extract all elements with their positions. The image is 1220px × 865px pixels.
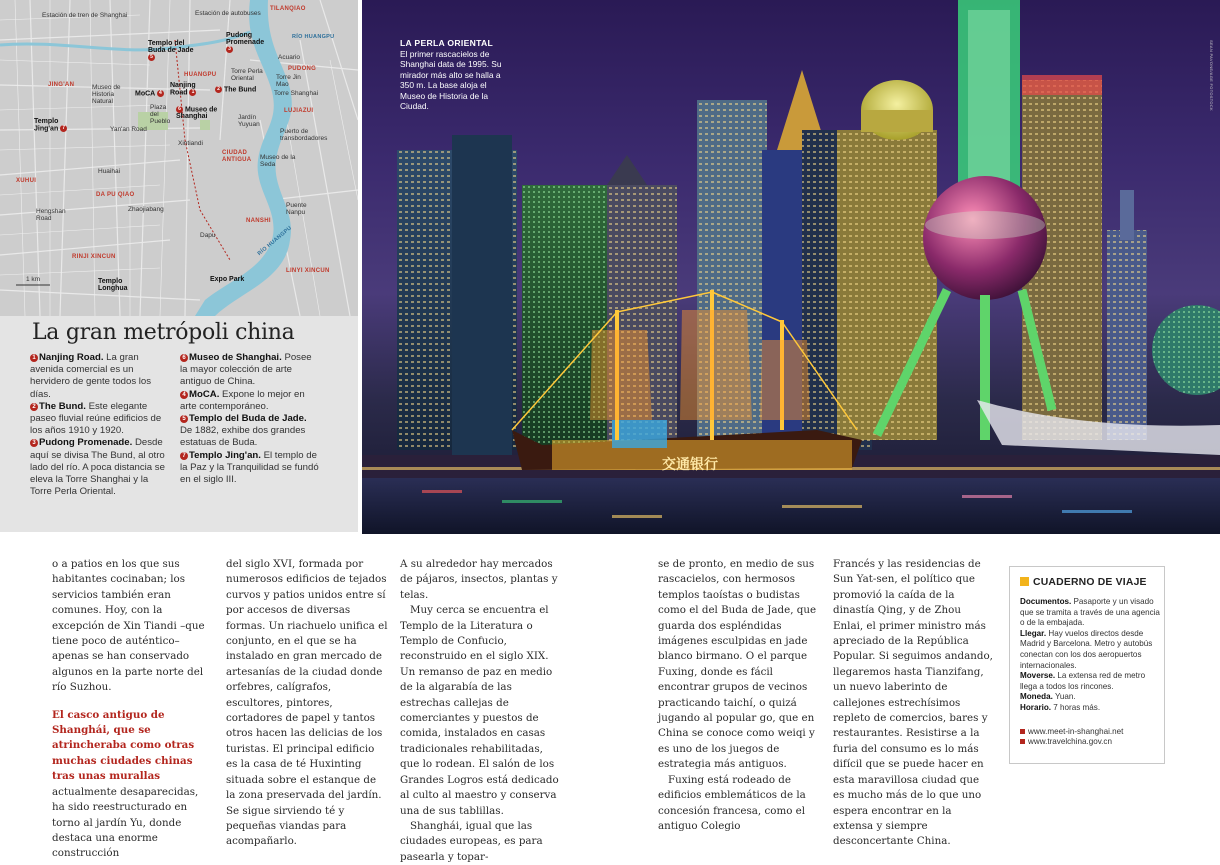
paragraph: del siglo XVI, formada por numerosos edificios de tejados curvos y patios unidos entre sí por accesos de diversas formas. Un riachuelo unifica el conjunto, en el que se ha instalado en gran mercado de artesanías de la ciudad donde orfebres, calígrafos, escultores, pintores, cortadores de papel y tantos otros hacen las delicias de los turistas. El principal edificio es la casa de té Huxinting situada sobre el estanque de la zona preservada del jardín. Se sigue sirviendo té y pequeñas viandas para acompañarlo. [226,558,388,848]
map-label-shanghai-museum: 6 Museo de Shanghai [176,106,218,121]
district-xuhui: XUHUI [16,178,37,184]
district-rinji-xincun: RINJI XINCUN [72,254,116,260]
paragraph: A su alrededor hay mercados de pájaros, insectos, plantas y telas. [400,558,558,601]
map-label-nanjing-road: Nanjing Road 1 [170,82,196,97]
highlight-text: El casco antiguo de Shanghái, que se atrincheraba como otras muchas ciudades chinas tras unas murallas [52,708,195,783]
notebook-title: CUADERNO DE VIAJE [1020,577,1147,589]
map-label-expo-park: Expo Park [210,276,245,283]
notebook-item: Moverse. La extensa red de metro llega a todos los rincones. [1020,671,1146,691]
legend-item: 4 MoCA. Expone lo mejor en arte contemporáneo. [180,388,305,412]
river-label-huangpu-2: RÍO HUANGPU [256,225,294,258]
notebook-item: Horario. 7 horas más. [1020,702,1101,712]
legend-title: La gran metrópoli china [32,320,295,345]
map-label-jade-buddha: Templo del Buda de Jade 5 [148,40,194,60]
district-dapuqiao: DA PU QIAO [96,192,135,198]
map-label-ferry-port: Puerto de transbordadores [280,128,328,142]
map-label-nanpu-bridge: Puente Nanpu [286,202,307,216]
map-label-yuyuan: Jardín Yuyuan [238,114,260,128]
photo-caption [400,38,508,112]
legend-item: 7 Templo Jing'an. El templo de la Paz y la Tranquilidad se fundó en el siglo III. [180,449,319,486]
notebook-body [1020,597,1160,748]
district-lujiazui: LUJIAZUI [284,108,314,114]
boat-sign: 交通银行 [662,457,718,473]
link-meet-in-shanghai[interactable]: www.meet-in-shanghai.net [1020,727,1160,738]
caption-text: El primer rascacielos de Shanghai data de 1995. Su mirador más alto se halla a 350 m. La base aloja el Museo de Historia de la Ciudad. [400,48,502,111]
travel-notebook-box [1009,566,1165,764]
map-label-huaihai: Huaihai [98,168,121,175]
paragraph: Muy cerca se encuentra el Templo de la Literatura o Templo de Confucio, reconstruido en el siglo XIX. Un remanso de paz en medio de la algarabía de las estrechas callejas de comerciantes y puestos de comida, instalados en casas tradicionales rehabilitadas, que lo rodean. El salón de los Grandes Logros está dedicado al culto al maestro y conserva una de sus tablillas. [400,604,559,817]
map-label-pearl-tower: Torre Perla Oriental [231,68,263,82]
district-huangpu: HUANGPU [184,72,217,78]
bullet-icon [1020,729,1025,734]
paragraph: El casco antiguo de Shanghái, que se atrincheraba como otras muchas ciudades chinas tras unas murallas actualmente desaparecidas, ha sido reestructurado en torno al jardín Yu, donde destaca una enorme construcción [52,708,199,860]
map-label-jingan-temple: Templo Jing'an 7 [34,118,78,132]
map-label-dapu: Dapu [200,232,216,239]
square-icon [1020,577,1029,586]
caption-title: LA PERLA ORIENTAL [400,38,494,48]
legend-item: 5 Templo del Buda de Jade. De 1882, exhibe dos grandes estatuas de Buda. [180,413,307,449]
map-label-yanan-road: Yan'an Road [110,126,147,133]
legend-item: 1 Nanjing Road. La gran avenida comercial es un hervidero de gente todos los días. [30,352,152,400]
map-label-xintiandi: Xintiandi [178,140,203,147]
paragraph: Fuxing está rodeado de edificios emblemáticos de la concesión francesa, como el antiguo Colegio [658,773,806,832]
article-column-4 [658,557,818,834]
paragraph: Francés y las residencias de Sun Yat-sen, el político que promovió la caída de la dinastía Qing, y de Zhou Enlai, el primer ministro más apreciado de la República Popular. Si seguimos andando, llegaremos hasta Tianzifang, un nuevo laberinto de callejones estrechísimos repleto de comercios, bares y restaurantes. Resistirse a la furia del consumo es lo más difícil que se puede hacer en esta maravillosa ciudad que es mucho más de lo que uno espera encontrar en la extensa y siempre desconcertante China. [833,558,993,848]
river-label-huangpu: RÍO HUANGPU [292,34,335,40]
legend-column-left [30,352,168,498]
article-column-2 [226,557,388,850]
notebook-item: Moneda. Yuan. [1020,692,1076,702]
article-column-1 [52,557,210,862]
map-label-bus-station: Estación de autobuses [195,10,261,17]
legend-box [0,316,358,532]
article-column-3 [400,557,560,865]
article-column-5 [833,557,993,850]
map-label-zhaojiabang: Zhaojiabang [128,206,164,213]
map-label-jin-mao: Torre Jin Mao [276,74,301,88]
district-jingan: JING'AN [48,82,75,88]
bullet-icon [1020,739,1025,744]
map-label-hengshan-road: Hengshan Road [36,208,66,222]
legend-column-right [180,352,320,486]
skyline-photo [362,0,1220,534]
paragraph: se de pronto, en medio de sus rascacielos, con hermosos templos taoístas o budistas como el del Buda de Jade, que guarda dos espléndidas imágenes esculpidas en jade blanco birmano. O el parque Fuxing, donde es fácil encontrar grupos de vecinos practicando taichí, o quizá jugando al popular go, que en China se conoce como weiqi y es uno de los juegos de estrategia más antiguos. [658,558,817,771]
map-label-pudong-promenade: Pudong Promenade 3 [226,32,265,52]
district-pudong: PUDONG [288,66,317,72]
map-label-shanghai-tower: Torre Shanghai [274,90,319,97]
map-label-longhua-temple: Templo Longhua [98,278,128,292]
map-label-aquarium: Acuario [278,54,301,61]
notebook-links [1020,727,1160,748]
district-tilanqiao: TILANQIAO [270,6,306,12]
legend-item: 6 Museo de Shanghai. Posee la mayor colección de arte antiguo de China. [180,352,312,388]
map-label-the-bund: 2 The Bund [215,86,256,93]
notebook-item: Documentos. Pasaporte y un visado que se tramita a través de una agencia o de la embajada. [1020,597,1160,628]
paragraph: o a patios en los que sus habitantes cocinaban; los servicios también eran comunes. Hoy, con la excepción de Xin Tiandi –que tiene poco de auténtico– apenas se han conservado algunos en la parte norte del río Suzhou. [52,558,205,694]
map-label-moca: MoCA 4 [135,90,164,97]
link-travelchina[interactable]: www.travelchina.gov.cn [1020,737,1160,748]
photo-credit: SEAN PAVONE/AGE FOTOSTOCK [1209,40,1214,111]
paragraph: Shanghái, igual que las ciudades europeas, es para pasearla y topar- [400,819,543,863]
map-label-silk-museum: Museo de la Seda [260,154,296,168]
notebook-item: Llegar. Hay vuelos directos desde Madrid y Barcelona. Metro y autobús conectan con los dos aeropuertos internacionales. [1020,628,1153,670]
legend-item: 3 Pudong Promenade. Desde aquí se divisa The Bund, al otro lado del río. A poca distancia se eleva la Torre Shanghai y la Torre Perla Oriental. [30,437,165,498]
legend-item: 2 The Bund. Este elegante paseo fluvial reúne edificios de los años 1910 y 1920. [30,400,162,437]
city-map [0,0,358,316]
district-linyi-xincun: LINYI XINCUN [286,268,330,274]
map-scale: 1 km [26,276,41,283]
district-nanshi: NANSHI [246,218,271,224]
map-label-peoples-square: Plaza del Pueblo [150,104,171,125]
district-old-city: CIUDAD ANTIGUA [222,150,252,163]
map-label-natural-history: Museo de Historia Natural [92,84,121,105]
map-label-railway-station: Estación de tren de Shanghai [42,12,128,19]
